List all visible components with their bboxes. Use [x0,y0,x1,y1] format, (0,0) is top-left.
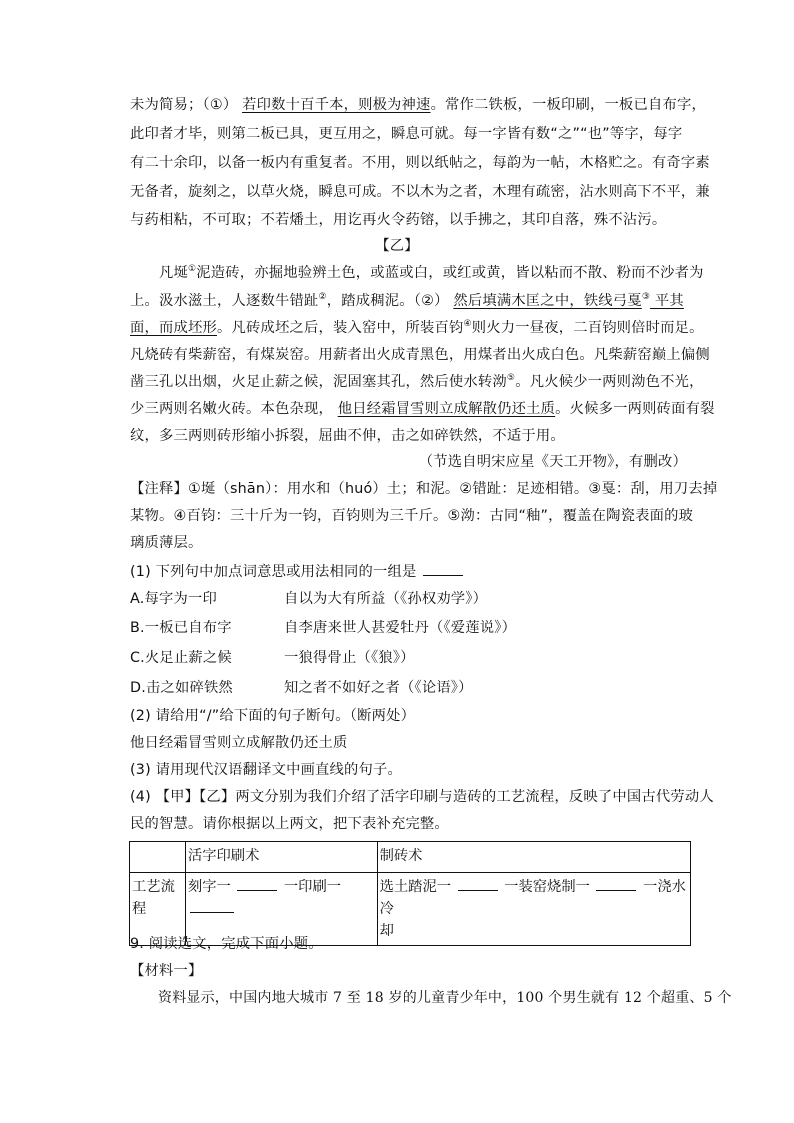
brick-blank-2[interactable] [596,876,636,891]
underlined-sentence-2a: 然后填满木匡之中，铁线弓戛 [453,293,642,309]
passage-yi-line-5: 凿三孔以出烟，火足止薪之候，泥固塞其孔，然后使水转泑⑤。凡火候少一两则泑色不光， [130,373,704,390]
q1-option-b: B.一板已自布字 自李唐来世人甚爱牡丹（《爱莲说》） [130,620,517,636]
q1-stem: (1) 下列句中加点词意思或用法相同的一组是 [130,561,465,582]
q1-option-a: A.每字为一印 自以为大有所益（《孙权劝学》） [130,591,488,607]
q1-option-d: D.击之如碎铁然 知之者不如好之者（《论语》） [130,680,473,696]
underlined-sentence-2b: 面，而成坯形 [130,320,217,336]
q3-stem: (3) 请用现代汉语翻译文中画直线的句子。 [130,762,403,778]
table-cell-printing-process: 刻字一 一印刷一 [185,873,377,946]
passage-yi-line-1: 凡埏①泥造砖，亦掘地验辨土色，或蓝或白，或红或黄，皆以粘而不散、粉而不沙者为 [159,264,704,281]
passage-jia-line-5: 与药相粘，不可取；不若燔土，用讫再火令药镕，以手拂之，其印自落，殊不沾污。 [130,212,667,228]
notes-line-3: 璃质薄层。 [130,535,203,551]
q9-stem: 9. 阅读选文，完成下面小题。 [130,936,323,952]
table-header-printing: 活字印刷术 [185,842,377,873]
q1-answer-blank[interactable] [423,561,463,576]
passage-jia-line-3: 有二十余印，以备一板内有重复者。不用，则以纸帖之，每韵为一帖，木格贮之。有奇字素 [130,155,710,171]
q4-stem-line-2: 民的智慧。请你根据以上两文，把下表补充完整。 [130,816,449,832]
printing-blank-1[interactable] [237,876,277,891]
table-header-brickmaking: 制砖术 [377,842,690,873]
passage-yi-line-4: 凡烧砖有柴薪窑，有煤炭窑。用薪者出火成青黑色，用煤者出火成白色。凡柴薪窑巅上偏侧 [130,347,710,363]
passage-yi-line-3: 面，而成坯形。凡砖成坯之后，装入窑中，所装百钧④则火力一昼夜，二百钧则倍时而足。 [130,319,704,336]
passage-jia-line-1: 未为简易；（①） 若印数十百千本，则极为神速。常作二铁板，一板印刷，一板已自布字， [130,97,707,113]
process-table [129,841,691,946]
passage-yi-line-2: 上。汲水滋土，人逐数牛错趾②，踏成稠泥。（②） 然后填满木匡之中，铁线弓戛③ 平其 [130,292,684,309]
underlined-sentence-1: 若印数十百千本，则极为神速 [242,97,431,113]
passage-jia-line-2: 此印者才毕，则第二板已具，更互用之，瞬息可就。每一字皆有数“之”“也”等字，每字 [130,126,683,142]
passage-jia-line-4: 无备者，旋刻之，以草火烧，瞬息可成。不以木为之者，木理有疏密，沾水则高下不平，兼 [130,184,710,200]
table-header-row [130,842,691,873]
brick-blank-1[interactable] [458,876,498,891]
material-one-heading: 【材料一】 [130,963,203,979]
q1-option-c: C.火足止薪之候 一狼得骨止（《狼》） [130,650,415,666]
printing-blank-2[interactable] [190,898,234,913]
passage-yi-line-6: 少三两则名嫩火砖。本色杂现， 他日经霜冒雪则立成解散仍还土质。火候多一两则砖面有裂 [130,401,715,417]
notes-line-2: 某物。④百钧：三十斤为一钧，百钧则为三千斤。⑤泑：古同“釉”，覆盖在陶瓷表面的玻 [130,508,694,524]
passage-yi-line-7: 纹，多三两则砖形缩小拆裂，屈曲不伸，击之如碎铁然，不适于用。 [130,428,565,444]
table-cell-brick-process: 选土踏泥一 一装窑烧制一 一浇水冷 却 [377,873,690,946]
q2-sentence: 他日经霜冒雪则立成解散仍还土质 [130,735,348,751]
table-header-empty [130,842,186,873]
q4-stem-line-1: (4) 【甲】【乙】两文分别为我们介绍了活字印刷与造砖的工艺流程，反映了中国古代劳动人 [130,789,714,805]
notes-line-1: 【注释】①埏（shān）：用水和（huó）土；和泥。②错趾：足迹相错。③戛：刮，用刀去掉 [130,481,718,497]
heading-yi: 【乙】 [375,238,419,254]
table-row-label: 工艺流 程 [130,873,186,946]
q2-stem: (2) 请给用“/”给下面的句子断句。（断两处） [130,708,416,724]
underlined-sentence-3: 他日经霜冒雪则立成解散仍还土质 [337,401,556,417]
source-citation: （节选自明宋应星《天工开物》，有删改） [418,454,687,470]
material-one-text: 资料显示，中国内地大城市 7 至 18 岁的儿童青少年中，100 个男生就有 12 个超重、5 个 [158,990,732,1006]
